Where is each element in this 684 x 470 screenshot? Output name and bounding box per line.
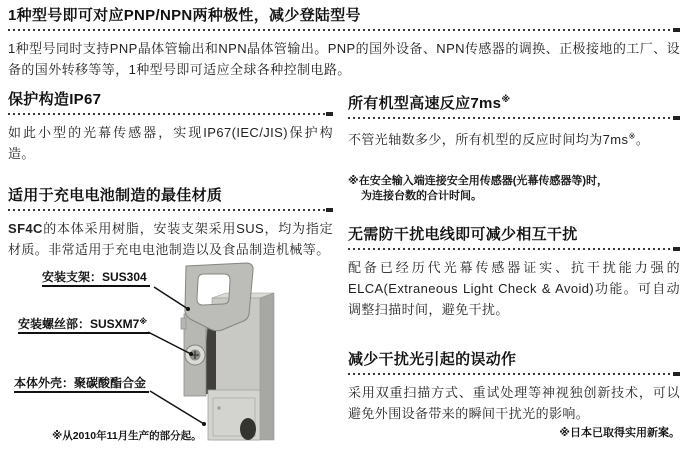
material-body — [8, 218, 333, 260]
heading-rule — [8, 29, 680, 31]
ip67-heading: 保护构造IP67 — [8, 91, 102, 108]
speed-body — [348, 126, 680, 150]
product-name: SF4C — [8, 221, 43, 236]
ip67-body: 如此小型的光幕传感器，实现IP67(IEC/JIS)保护构造。 — [8, 125, 333, 161]
interference-heading: 无需防干扰电线即可减少相互干扰 — [348, 226, 578, 243]
speed-body-sup: ※ — [628, 131, 636, 141]
speed-footnote-line2: 为连接台数的合计时间。 — [361, 190, 482, 202]
section-material — [8, 186, 333, 464]
top-feature-heading: 1种型号即可对应PNP/NPN两种极性，减少登陆型号 — [8, 7, 361, 24]
product-figure — [8, 262, 338, 464]
light-noise-heading: 减少干扰光引起的误动作 — [348, 351, 517, 368]
section-interference — [348, 225, 680, 320]
speed-heading-sup: ※ — [501, 94, 511, 104]
heading-rule — [348, 373, 680, 375]
right-column — [348, 90, 680, 441]
figure-label-screw-sup: ※ — [139, 317, 148, 326]
leader-dot-screw — [189, 352, 193, 356]
figure-label-bracket: 安装支架：SUS304 — [42, 270, 150, 287]
speed-body-text: 不管光轴数多少，所有机型的反应时间均为7ms — [348, 132, 629, 147]
heading-rule — [8, 113, 333, 115]
interference-body: 配备已经历代光幕传感器证实、抗干扰能力强的ELCA(Extraneous Light Check & Avoid)功能。可自动调整扫描时间，避免干扰。 — [348, 260, 680, 317]
sensor-shell-mark — [217, 406, 220, 409]
material-heading: 适用于充电电池制造的最佳材质 — [8, 187, 223, 204]
figure-footnote: ※从2010年11月生产的部分起。 — [52, 430, 202, 442]
figure-label-shell: 本体外壳：聚碳酸酯合金 — [14, 376, 149, 393]
heading-rule — [348, 117, 680, 119]
leader-dot-shell — [202, 422, 206, 426]
speed-footnote-line1: ※在安全输入端连接安全用传感器(光幕传感器等)时， — [348, 175, 609, 187]
sensor-body-side-face — [260, 293, 274, 440]
heading-rule — [348, 248, 680, 250]
section-speed — [348, 90, 680, 204]
light-noise-footnote: ※日本已取得实用新案。 — [559, 427, 680, 439]
speed-footnote — [348, 174, 680, 204]
speed-heading — [348, 90, 680, 113]
heading-rule — [8, 209, 333, 211]
left-column — [8, 90, 333, 464]
figure-label-screw — [18, 315, 150, 334]
material-body-text: 的本体采用树脂，安装支架采用SUS，均为指定材质。非常适用于充电电池制造以及食品制造机械等。 — [8, 221, 333, 257]
top-feature-body: 1种型号同时支持PNP晶体管输出和NPN晶体管输出。PNP的国外设备、NPN传感器的调换、正极接地的工厂、设备的国外转移等等，1种型号即可适应全球各种控制电路。 — [8, 41, 680, 77]
speed-body-end: 。 — [635, 132, 650, 147]
section-ip67 — [8, 90, 333, 164]
section-light-noise — [348, 350, 680, 441]
leader-line-bracket — [154, 287, 188, 309]
top-feature-section — [8, 6, 680, 80]
figure-label-screw-text: 安装螺丝部：SUSXM7 — [18, 317, 140, 331]
bracket-arm-tab — [181, 318, 186, 329]
light-noise-body: 采用双重扫描方式、重试处理等神视独创新技术，可以避免外围设备带来的瞬间干扰光的影响。 — [348, 385, 680, 421]
speed-heading-text: 所有机型高速反应7ms — [348, 95, 502, 112]
sensor-cable-hole — [240, 418, 256, 440]
leader-dot-bracket — [186, 307, 190, 311]
